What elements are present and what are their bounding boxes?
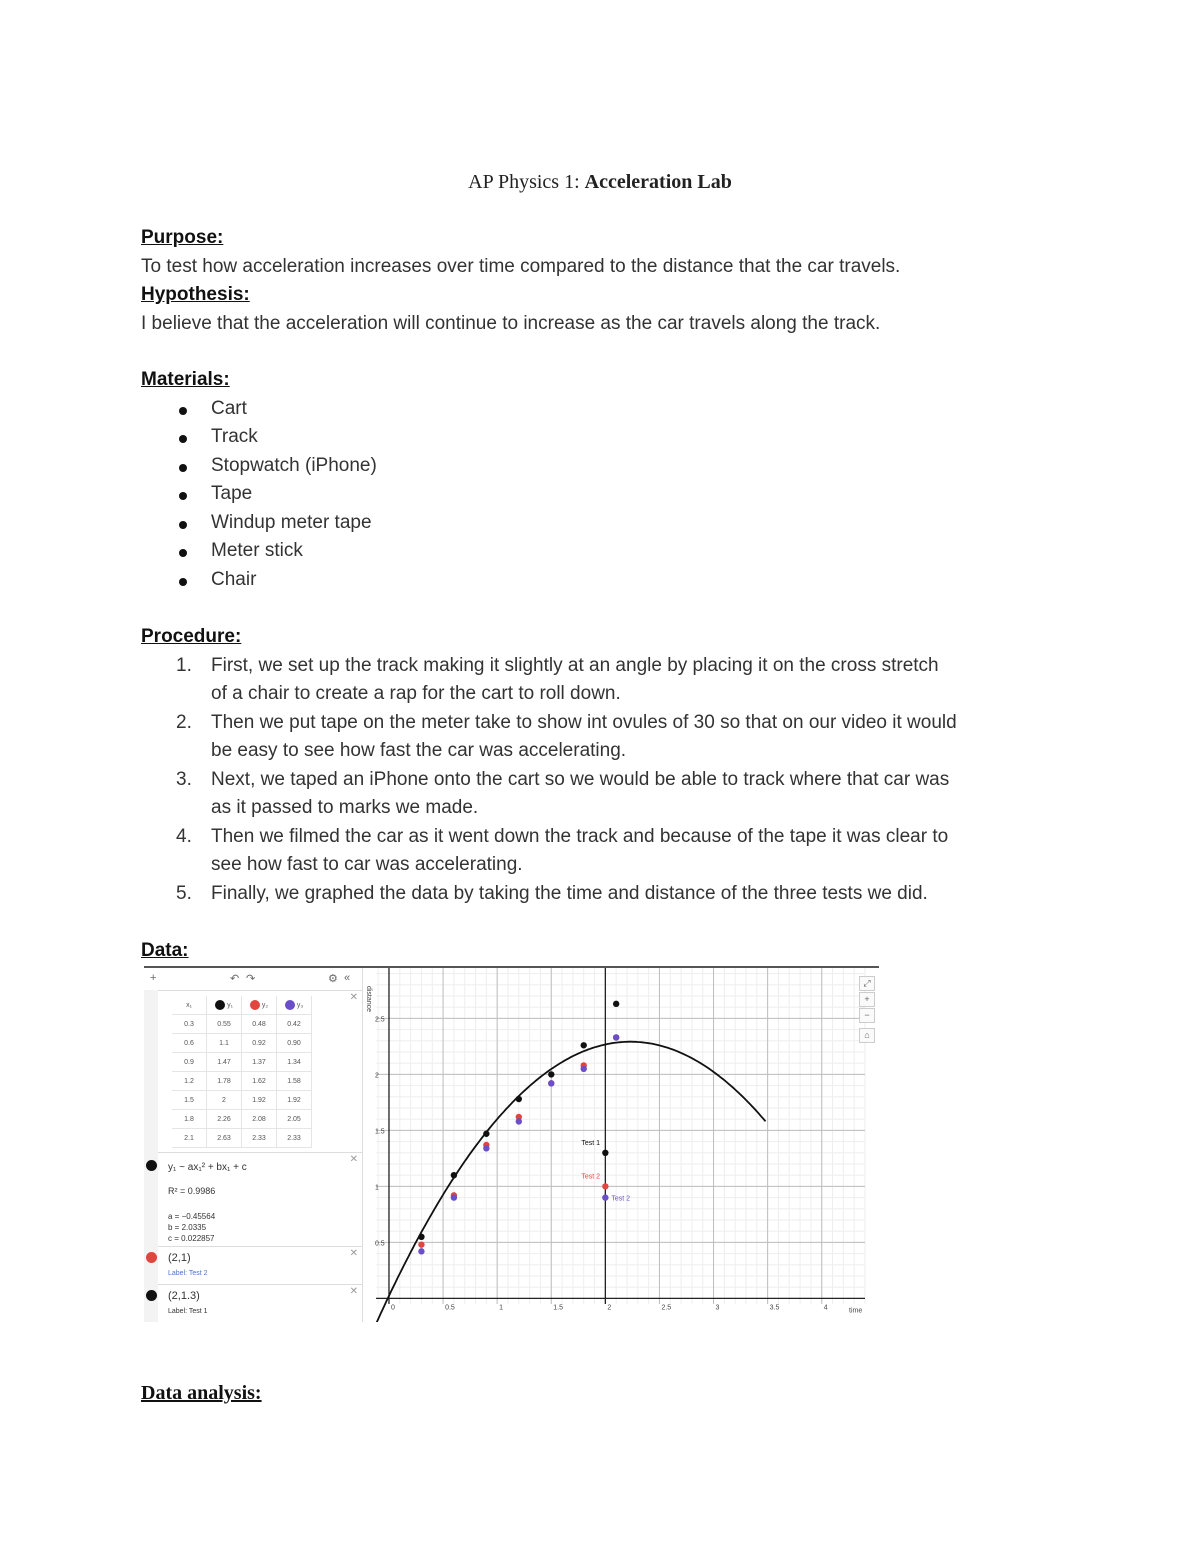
purpose-heading: Purpose: (141, 227, 224, 248)
step-number: 1. (176, 654, 192, 676)
column-header: y₃ (277, 996, 312, 1015)
data-point-test-3 (581, 1066, 587, 1072)
divider (158, 1246, 362, 1247)
data-point-test-3 (613, 1034, 619, 1040)
labeled-point (602, 1183, 608, 1189)
materials-heading: Materials: (141, 369, 230, 390)
regression-a: a = −0.45564 (168, 1212, 216, 1221)
table-row: 1.5 2 1.92 1.92 (172, 1091, 312, 1110)
list-item (141, 652, 1141, 709)
list-item (141, 880, 1141, 909)
point-test2-icon[interactable] (146, 1252, 157, 1263)
data-section (141, 937, 189, 966)
step-line: Then we filmed the car as it went down the track and because of the tape it was clear to (211, 825, 949, 847)
list-item: Stopwatch (iPhone) (141, 452, 377, 481)
regression-formula: y₁ ~ ax₁² + bx₁ + c (168, 1162, 247, 1173)
step-number: 4. (176, 825, 192, 847)
table-row: 2.1 2.63 2.33 2.33 (172, 1129, 312, 1148)
step-line: see how fast to car was accelerating. (211, 854, 523, 875)
x-tick-label: 0 (390, 1304, 395, 1312)
geogebra-screenshot (144, 966, 879, 1322)
data-point-test-1 (548, 1071, 554, 1077)
y-axis-label: distance (364, 986, 372, 1013)
series-icon (250, 1000, 260, 1010)
divider (158, 1152, 362, 1153)
title-bold: Acceleration Lab (584, 171, 732, 193)
close-icon[interactable]: ✕ (349, 992, 358, 1003)
point-test1-caption: Label: Test 1 (168, 1308, 208, 1315)
table-row: 1.8 2.26 2.08 2.05 (172, 1110, 312, 1129)
step-line: Next, we taped an iPhone onto the cart so we would be able to track where that car was (211, 768, 950, 790)
list-item (141, 823, 1141, 880)
close-icon[interactable]: ✕ (349, 1286, 358, 1297)
data-point-test-1 (613, 1001, 619, 1007)
regression-r2: R² = 0.9986 (168, 1186, 216, 1196)
data-point-test-2 (418, 1241, 424, 1247)
labeled-point (602, 1150, 608, 1156)
collapse-icon[interactable]: « (344, 972, 351, 984)
x-tick-label: 4 (823, 1304, 828, 1312)
add-icon[interactable]: + (150, 972, 157, 984)
divider (158, 1284, 362, 1285)
zoom-out-icon[interactable]: − (859, 1008, 875, 1023)
graphics-view[interactable] (362, 968, 879, 1322)
step-line: First, we set up the track making it slightly at an angle by placing it on the cross stretch (211, 654, 939, 676)
redo-icon[interactable]: ↷ (246, 973, 256, 985)
step-number: 5. (176, 882, 192, 904)
close-icon[interactable]: ✕ (349, 1154, 358, 1165)
table-row: 0.6 1.1 0.92 0.90 (172, 1034, 312, 1053)
x-tick-label: 0.5 (445, 1304, 455, 1312)
data-point-test-3 (451, 1194, 457, 1200)
purpose-text: To test how acceleration increases over time compared to the distance that the car travels. (141, 255, 901, 277)
step-line: of a chair to create a rap for the cart to roll down. (211, 683, 621, 704)
algebra-toolbar (144, 968, 362, 991)
point-test1-icon[interactable] (146, 1290, 157, 1301)
procedure-heading: Procedure: (141, 626, 242, 647)
x-tick-label: 2 (607, 1304, 612, 1312)
list-item: Chair (141, 566, 377, 595)
table-row: 0.9 1.47 1.37 1.34 (172, 1053, 312, 1072)
analysis-heading: Data analysis: (141, 1382, 262, 1404)
point-test2-caption: Label: Test 2 (168, 1270, 208, 1277)
data-table (172, 996, 312, 1148)
list-item (141, 766, 1141, 823)
document-title (0, 171, 1200, 194)
hypothesis-heading: Hypothesis: (141, 284, 250, 305)
table-row: 1.2 1.78 1.62 1.58 (172, 1072, 312, 1091)
step-line: Finally, we graphed the data by taking the time and distance of the three tests we did. (211, 882, 928, 904)
x-axis-label: time (849, 1307, 863, 1315)
y-tick-label: 1.5 (374, 1128, 385, 1136)
undo-icon[interactable]: ↶ (230, 973, 240, 985)
y-tick-label: 2 (374, 1072, 379, 1080)
list-item: Meter stick (141, 537, 377, 566)
panel-gutter (144, 990, 158, 1322)
regression-icon[interactable] (146, 1160, 157, 1171)
data-point-test-1 (516, 1096, 522, 1102)
data-point-test-1 (418, 1234, 424, 1240)
step-line: as it passed to marks we made. (211, 797, 479, 818)
regression-b: b = 2.0335 (168, 1223, 207, 1232)
point-test2-label: (2,1) (168, 1252, 191, 1264)
column-header: y₂ (242, 996, 277, 1015)
fullscreen-icon[interactable]: ⤢ (859, 976, 875, 991)
y-tick-label: 0.5 (374, 1240, 385, 1248)
hypothesis-text: I believe that the acceleration will continue to increase as the car travels along the track. (141, 312, 881, 334)
point-label: Test 2 (611, 1195, 631, 1203)
y-tick-label: 1 (374, 1184, 379, 1192)
purpose-section (141, 224, 900, 338)
column-header: y₁ (207, 996, 242, 1015)
column-header: x₁ (172, 996, 207, 1015)
y-tick-label: 2.5 (374, 1016, 385, 1024)
close-icon[interactable]: ✕ (349, 1248, 358, 1259)
list-item (141, 709, 1141, 766)
labeled-point (602, 1194, 608, 1200)
x-tick-label: 3.5 (769, 1304, 780, 1312)
data-point-test-3 (483, 1145, 489, 1151)
step-number: 3. (176, 768, 192, 790)
procedure-section (141, 623, 1141, 908)
regression-c: c = 0.022857 (168, 1234, 215, 1243)
title-prefix: AP Physics 1: (468, 171, 585, 193)
home-icon[interactable]: ⌂ (859, 1028, 875, 1043)
series-icon (215, 1000, 225, 1010)
procedure-list (141, 652, 1141, 909)
data-point-test-3 (516, 1118, 522, 1124)
data-point-test-1 (483, 1131, 489, 1137)
x-tick-label: 3 (715, 1304, 720, 1312)
step-line: Then we put tape on the meter take to show int ovules of 30 so that on our video it would (211, 711, 957, 733)
x-tick-label: 1 (499, 1304, 504, 1312)
data-point-test-1 (451, 1172, 457, 1178)
list-item: Tape (141, 480, 377, 509)
point-label: Test 2 (581, 1173, 601, 1181)
algebra-panel (144, 968, 363, 1322)
x-tick-label: 2.5 (661, 1304, 672, 1312)
point-test1-label: (2,1.3) (168, 1290, 200, 1302)
scatter-chart (362, 968, 879, 1322)
list-item: Cart (141, 395, 377, 424)
zoom-in-icon[interactable]: + (859, 992, 875, 1007)
fit-curve (367, 1042, 765, 1322)
data-point-test-1 (581, 1042, 587, 1048)
step-line: be easy to see how fast the car was accelerating. (211, 740, 627, 761)
point-label: Test 1 (581, 1139, 601, 1147)
table-header-row (172, 996, 312, 1015)
materials-section (141, 366, 377, 594)
list-item: Windup meter tape (141, 509, 377, 538)
gear-icon[interactable]: ⚙ (328, 973, 338, 985)
series-icon (285, 1000, 295, 1010)
x-tick-label: 1.5 (553, 1304, 563, 1312)
data-heading: Data: (141, 940, 189, 961)
step-number: 2. (176, 711, 192, 733)
data-point-test-3 (418, 1248, 424, 1254)
table-row: 0.3 0.55 0.48 0.42 (172, 1015, 312, 1034)
list-item: Track (141, 423, 377, 452)
materials-list (141, 395, 377, 595)
data-point-test-3 (548, 1080, 554, 1086)
analysis-section (141, 1379, 262, 1408)
